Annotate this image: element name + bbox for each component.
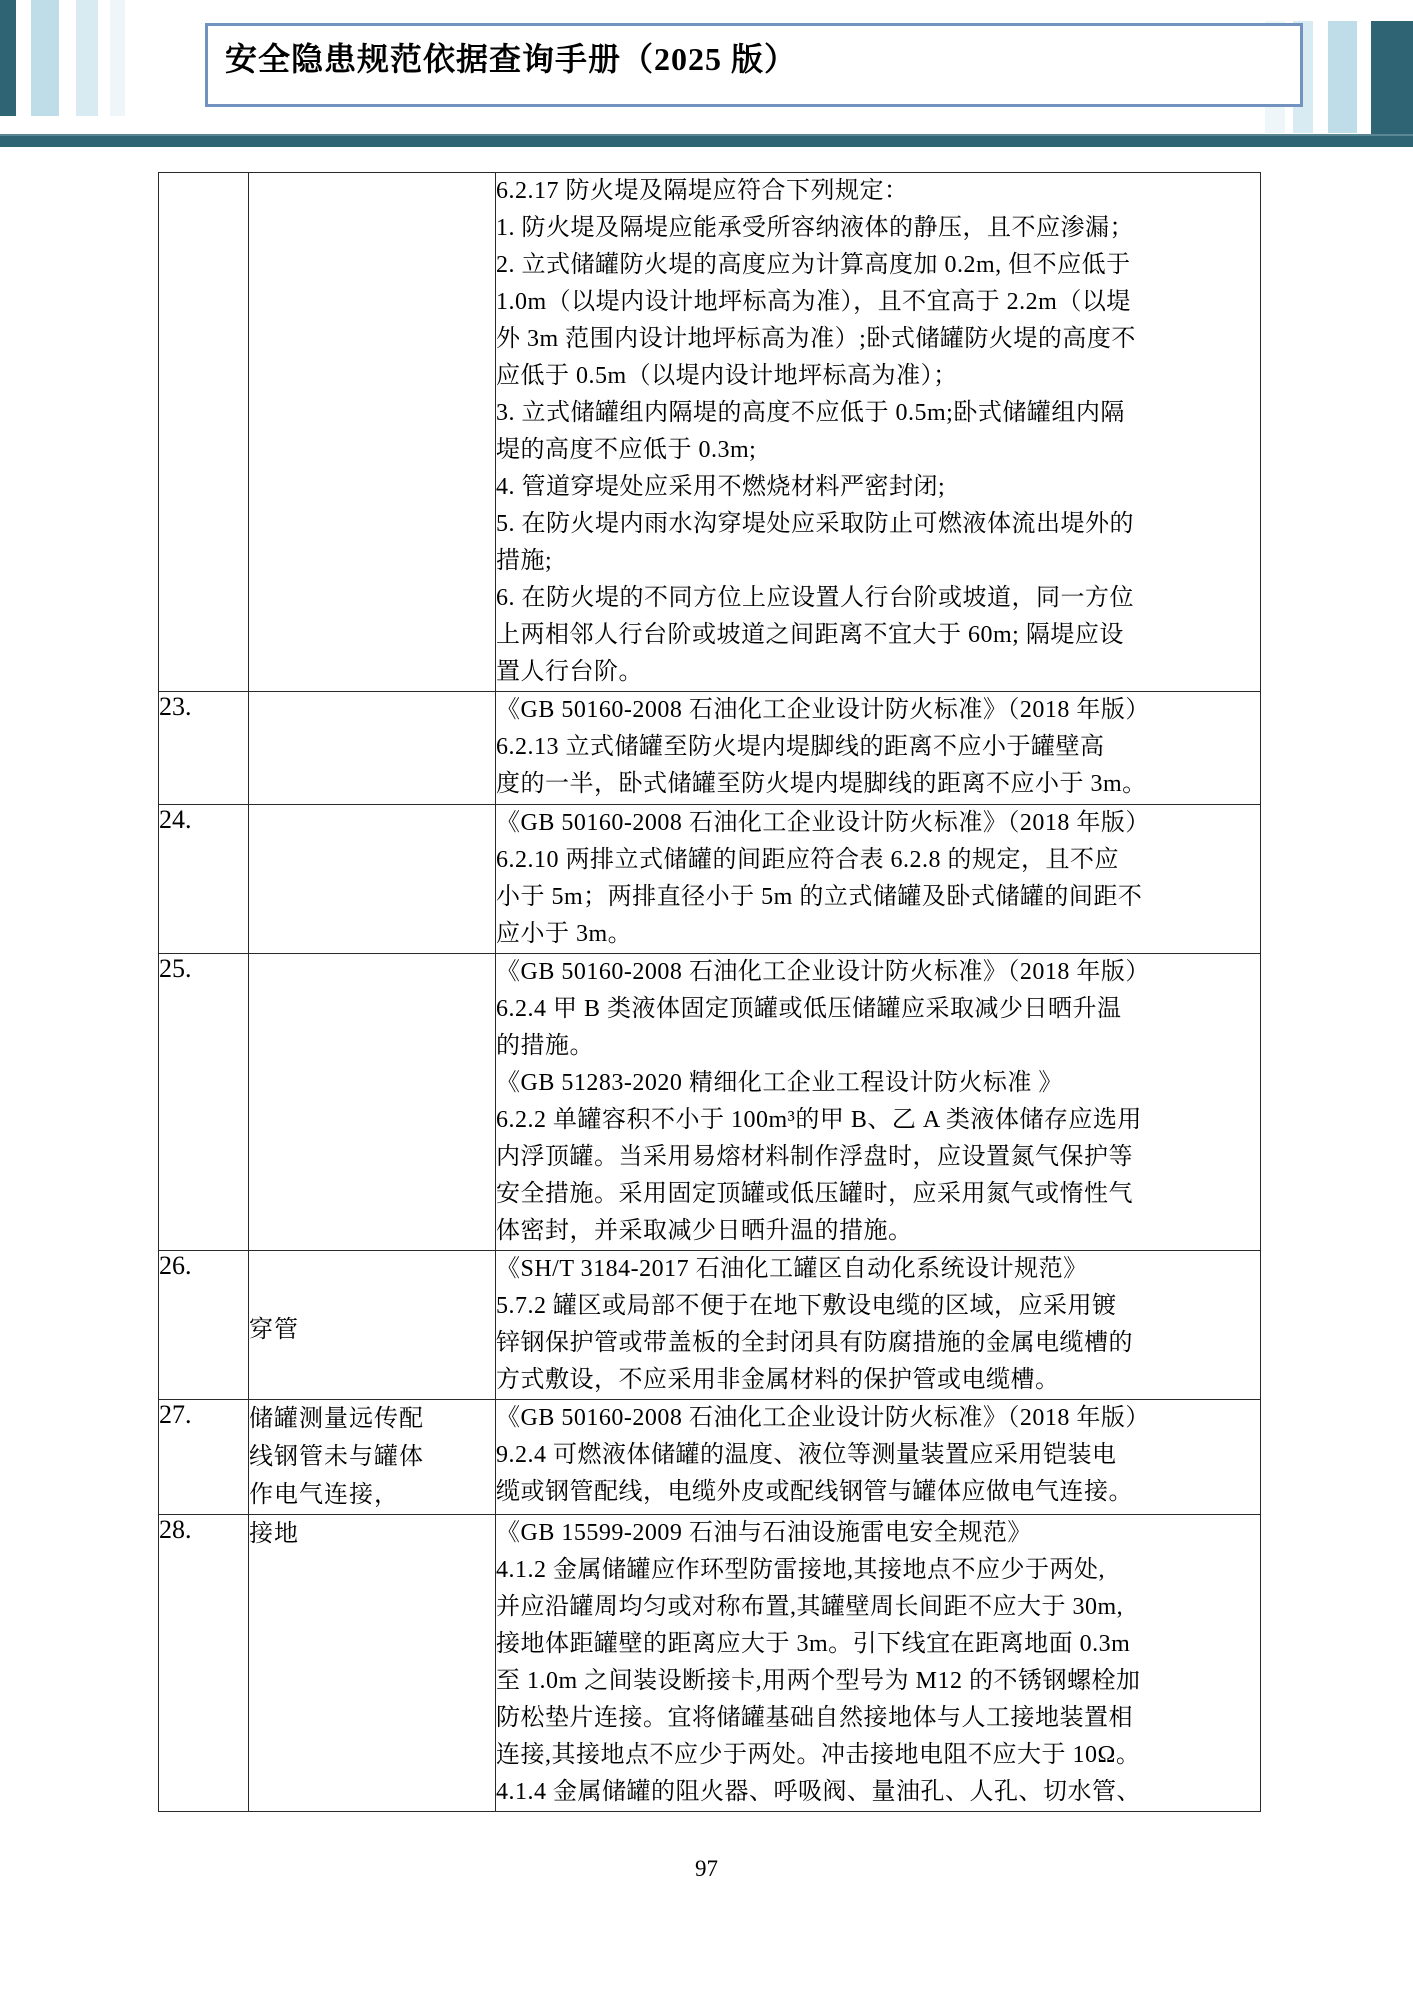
regulation-line: 缆或钢管配线，电缆外皮或配线钢管与罐体应做电气连接。	[496, 1479, 1133, 1505]
category-line: 作电气连接，	[249, 1482, 399, 1508]
regulation-line: 5.7.2 罐区或局部不便于在地下敷设电缆的区域，应采用镀	[496, 1293, 1117, 1319]
regulation-table-body	[159, 173, 1261, 1812]
regulation-line: 度的一半，卧式储罐至防火堤内堤脚线的距离不应小于 3m。	[496, 771, 1147, 797]
regulation-line: 堤的高度不应低于 0.3m;	[496, 437, 757, 463]
decor-bar-teal-right	[1371, 21, 1413, 146]
hazard-category-cell	[249, 954, 496, 1251]
decor-bar-medium-left	[31, 0, 59, 116]
hazard-category-cell	[249, 1251, 496, 1400]
regulation-line: 5. 在防火堤内雨水沟穿堤处应采取防止可燃液体流出堤外的	[496, 511, 1134, 537]
hazard-category-cell	[249, 805, 496, 954]
regulation-line: 4.1.4 金属储罐的阻火器、呼吸阀、量油孔、人孔、切水管、	[496, 1779, 1141, 1805]
category-line: 接地	[249, 1521, 299, 1547]
regulation-line: 6. 在防火堤的不同方位上应设置人行台阶或坡道，同一方位	[496, 585, 1134, 611]
regulation-line: 体密封，并采取减少日晒升温的措施。	[496, 1218, 913, 1244]
table-row	[159, 1400, 1261, 1515]
hazard-category-cell	[249, 692, 496, 805]
regulation-line: 接地体距罐壁的距离应大于 3m。引下线宜在距离地面 0.3m	[496, 1631, 1131, 1657]
table-row	[159, 1251, 1261, 1400]
regulation-line: 《GB 50160-2008 石油化工企业设计防火标准》（2018 年版）	[496, 1405, 1150, 1431]
regulation-line: 《GB 50160-2008 石油化工企业设计防火标准》（2018 年版）	[496, 697, 1150, 723]
row-number-cell: 25.	[159, 954, 249, 1251]
regulation-text-cell	[496, 1251, 1261, 1400]
regulation-line: 连接,其接地点不应少于两处。冲击接地电阻不应大于 10Ω。	[496, 1742, 1141, 1768]
regulation-text-cell	[496, 1400, 1261, 1515]
row-number-cell: 23.	[159, 692, 249, 805]
page-title: 安全隐患规范依据查询手册（2025 版）	[225, 41, 798, 77]
regulation-line: 1.0m（以堤内设计地坪标高为准），且不宜高于 2.2m（以堤	[496, 289, 1131, 315]
regulation-line: 内浮顶罐。当采用易熔材料制作浮盘时，应设置氮气保护等	[496, 1144, 1133, 1170]
regulation-line: 锌钢保护管或带盖板的全封闭具有防腐措施的金属电缆槽的	[496, 1330, 1133, 1356]
table-row	[159, 805, 1261, 954]
regulation-line: 的措施。	[496, 1033, 594, 1059]
regulation-text-cell	[496, 173, 1261, 692]
table-row	[159, 1515, 1261, 1812]
regulation-line: 至 1.0m 之间装设断接卡,用两个型号为 M12 的不锈钢螺栓加	[496, 1668, 1141, 1694]
regulation-line: 置人行台阶。	[496, 659, 643, 685]
regulation-line: 外 3m 范围内设计地坪标高为准）;卧式储罐防火堤的高度不	[496, 326, 1136, 352]
regulation-line: 措施;	[496, 548, 553, 574]
row-number-cell	[159, 173, 249, 692]
regulation-line: 《GB 50160-2008 石油化工企业设计防火标准》（2018 年版）	[496, 810, 1150, 836]
hazard-category-cell	[249, 173, 496, 692]
regulation-line: 《GB 51283-2020 精细化工企业工程设计防火标准 》	[496, 1070, 1063, 1096]
regulation-line: 并应沿罐周均匀或对称布置,其罐壁周长间距不应大于 30m,	[496, 1594, 1124, 1620]
decor-bar-light-left	[76, 0, 98, 116]
regulation-line: 方式敷设，不应采用非金属材料的保护管或电缆槽。	[496, 1367, 1060, 1393]
decor-bar-faint-left	[110, 0, 125, 116]
page-number: 97	[695, 1856, 718, 1881]
category-line: 穿管	[249, 1317, 299, 1343]
regulation-text-cell	[496, 954, 1261, 1251]
regulation-line: 6.2.13 立式储罐至防火堤内堤脚线的距离不应小于罐壁高	[496, 734, 1105, 760]
decor-bar-medium-right	[1328, 21, 1357, 133]
regulation-line: 9.2.4 可燃液体储罐的温度、液位等测量装置应采用铠装电	[496, 1442, 1117, 1468]
regulation-line: 2. 立式储罐防火堤的高度应为计算高度加 0.2m, 但不应低于	[496, 252, 1131, 278]
regulation-line: 6.2.2 单罐容积不小于 100m³的甲 B、乙 A 类液体储存应选用	[496, 1107, 1142, 1133]
hazard-category-cell	[249, 1400, 496, 1515]
regulation-line: 《GB 50160-2008 石油化工企业设计防火标准》（2018 年版）	[496, 959, 1150, 985]
regulation-line: 应低于 0.5m（以堤内设计地坪标高为准）；	[496, 363, 958, 389]
decor-bar-teal-left	[0, 0, 16, 116]
regulation-line: 6.2.10 两排立式储罐的间距应符合表 6.2.8 的规定，且不应	[496, 847, 1119, 873]
header-horizontal-rule	[0, 134, 1413, 147]
row-number-cell: 26.	[159, 1251, 249, 1400]
table-row	[159, 692, 1261, 805]
regulation-line: 1. 防火堤及隔堤应能承受所容纳液体的静压，且不应渗漏；	[496, 215, 1134, 241]
row-number-cell: 24.	[159, 805, 249, 954]
regulation-line: 4. 管道穿堤处应采用不燃烧材料严密封闭;	[496, 474, 946, 500]
regulation-line: 《GB 15599-2009 石油与石油设施雷电安全规范》	[496, 1520, 1032, 1546]
title-box	[205, 23, 1303, 107]
regulation-line: 小于 5m；两排直径小于 5m 的立式储罐及卧式储罐的间距不	[496, 884, 1143, 910]
regulation-line: 6.2.17 防火堤及隔堤应符合下列规定：	[496, 178, 909, 204]
regulation-table	[158, 172, 1261, 1812]
regulation-line: 应小于 3m。	[496, 921, 633, 947]
category-line: 储罐测量远传配	[249, 1406, 424, 1432]
regulation-line: 3. 立式储罐组内隔堤的高度不应低于 0.5m;卧式储罐组内隔	[496, 400, 1125, 426]
regulation-line: 防松垫片连接。宜将储罐基础自然接地体与人工接地装置相	[496, 1705, 1133, 1731]
hazard-category-cell	[249, 1515, 496, 1812]
regulation-text-cell	[496, 1515, 1261, 1812]
category-line: 线钢管未与罐体	[249, 1444, 424, 1470]
table-row	[159, 173, 1261, 692]
regulation-text-cell	[496, 692, 1261, 805]
regulation-line: 安全措施。采用固定顶罐或低压罐时，应采用氮气或惰性气	[496, 1181, 1133, 1207]
table-row	[159, 954, 1261, 1251]
row-number-cell: 27.	[159, 1400, 249, 1515]
regulation-line: 《SH/T 3184-2017 石油化工罐区自动化系统设计规范》	[496, 1256, 1088, 1282]
row-number-cell: 28.	[159, 1515, 249, 1812]
regulation-line: 4.1.2 金属储罐应作环型防雷接地,其接地点不应少于两处,	[496, 1557, 1105, 1583]
regulation-line: 上两相邻人行台阶或坡道之间距离不宜大于 60m; 隔堤应设	[496, 622, 1124, 648]
regulation-line: 6.2.4 甲 B 类液体固定顶罐或低压储罐应采取减少日晒升温	[496, 996, 1122, 1022]
regulation-text-cell	[496, 805, 1261, 954]
